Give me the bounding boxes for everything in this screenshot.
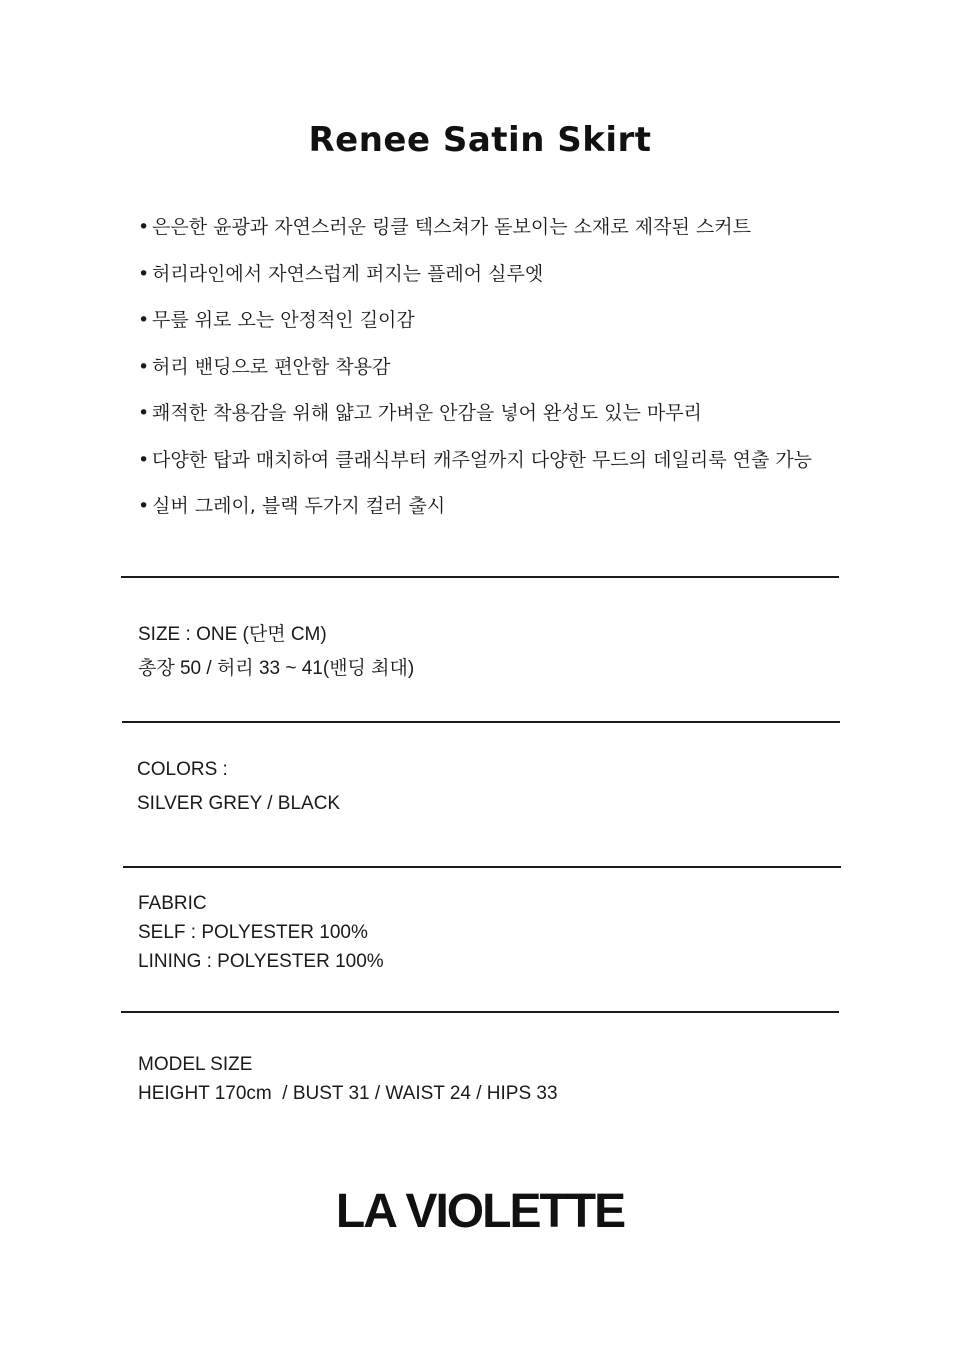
size-heading: SIZE : ONE (단면 CM) (138, 624, 327, 645)
feature-list (138, 208, 812, 534)
brand-logo: LA VIOLETTE (335, 1185, 625, 1238)
divider (121, 1011, 839, 1013)
colors-detail: SILVER GREY / BLACK (137, 793, 341, 814)
feature-text: 실버 그레이, 블랙 두가지 컬러 출시 (152, 495, 446, 517)
list-item (138, 487, 812, 534)
size-detail: 총장 50 / 허리 33 ~ 41(밴딩 최대) (138, 658, 415, 679)
colors-section (137, 753, 340, 821)
list-item (138, 441, 812, 488)
feature-text: 무릎 위로 오는 안정적인 길이감 (152, 309, 415, 331)
feature-text: 허리라인에서 자연스럽게 퍼지는 플레어 실루엣 (152, 262, 544, 285)
page-title: Renee Satin Skirt (308, 120, 652, 160)
bullet-icon: • (138, 262, 150, 285)
bullet-icon: • (138, 355, 150, 378)
list-item (138, 301, 812, 348)
fabric-heading: FABRIC (138, 893, 207, 914)
model-section (138, 1050, 558, 1108)
list-item (138, 255, 812, 302)
size-section (138, 618, 414, 686)
list-item (138, 394, 812, 441)
feature-text: 허리 밴딩으로 편안함 착용감 (152, 355, 391, 378)
feature-text: 은은한 윤광과 자연스러운 링클 텍스쳐가 돋보이는 소재로 제작된 스커트 (152, 216, 751, 238)
colors-heading: COLORS : (137, 759, 228, 780)
fabric-self: SELF : POLYESTER 100% (138, 922, 368, 943)
fabric-section (138, 889, 384, 976)
model-detail: HEIGHT 170cm / BUST 31 / WAIST 24 / HIPS 33 (138, 1083, 558, 1104)
bullet-icon: • (138, 216, 150, 238)
bullet-icon: • (138, 495, 150, 517)
divider (123, 866, 841, 868)
list-item (138, 348, 812, 395)
divider (121, 576, 839, 578)
bullet-icon: • (138, 448, 150, 471)
list-item (138, 208, 812, 255)
feature-text: 쾌적한 착용감을 위해 얇고 가벼운 안감을 넣어 완성도 있는 마무리 (152, 402, 702, 424)
feature-text: 다양한 탑과 매치하여 클래식부터 캐주얼까지 다양한 무드의 데일리룩 연출 가능 (152, 448, 813, 471)
fabric-lining: LINING : POLYESTER 100% (138, 951, 384, 972)
bullet-icon: • (138, 402, 150, 424)
model-heading: MODEL SIZE (138, 1054, 253, 1075)
bullet-icon: • (138, 309, 150, 331)
divider (122, 721, 840, 723)
